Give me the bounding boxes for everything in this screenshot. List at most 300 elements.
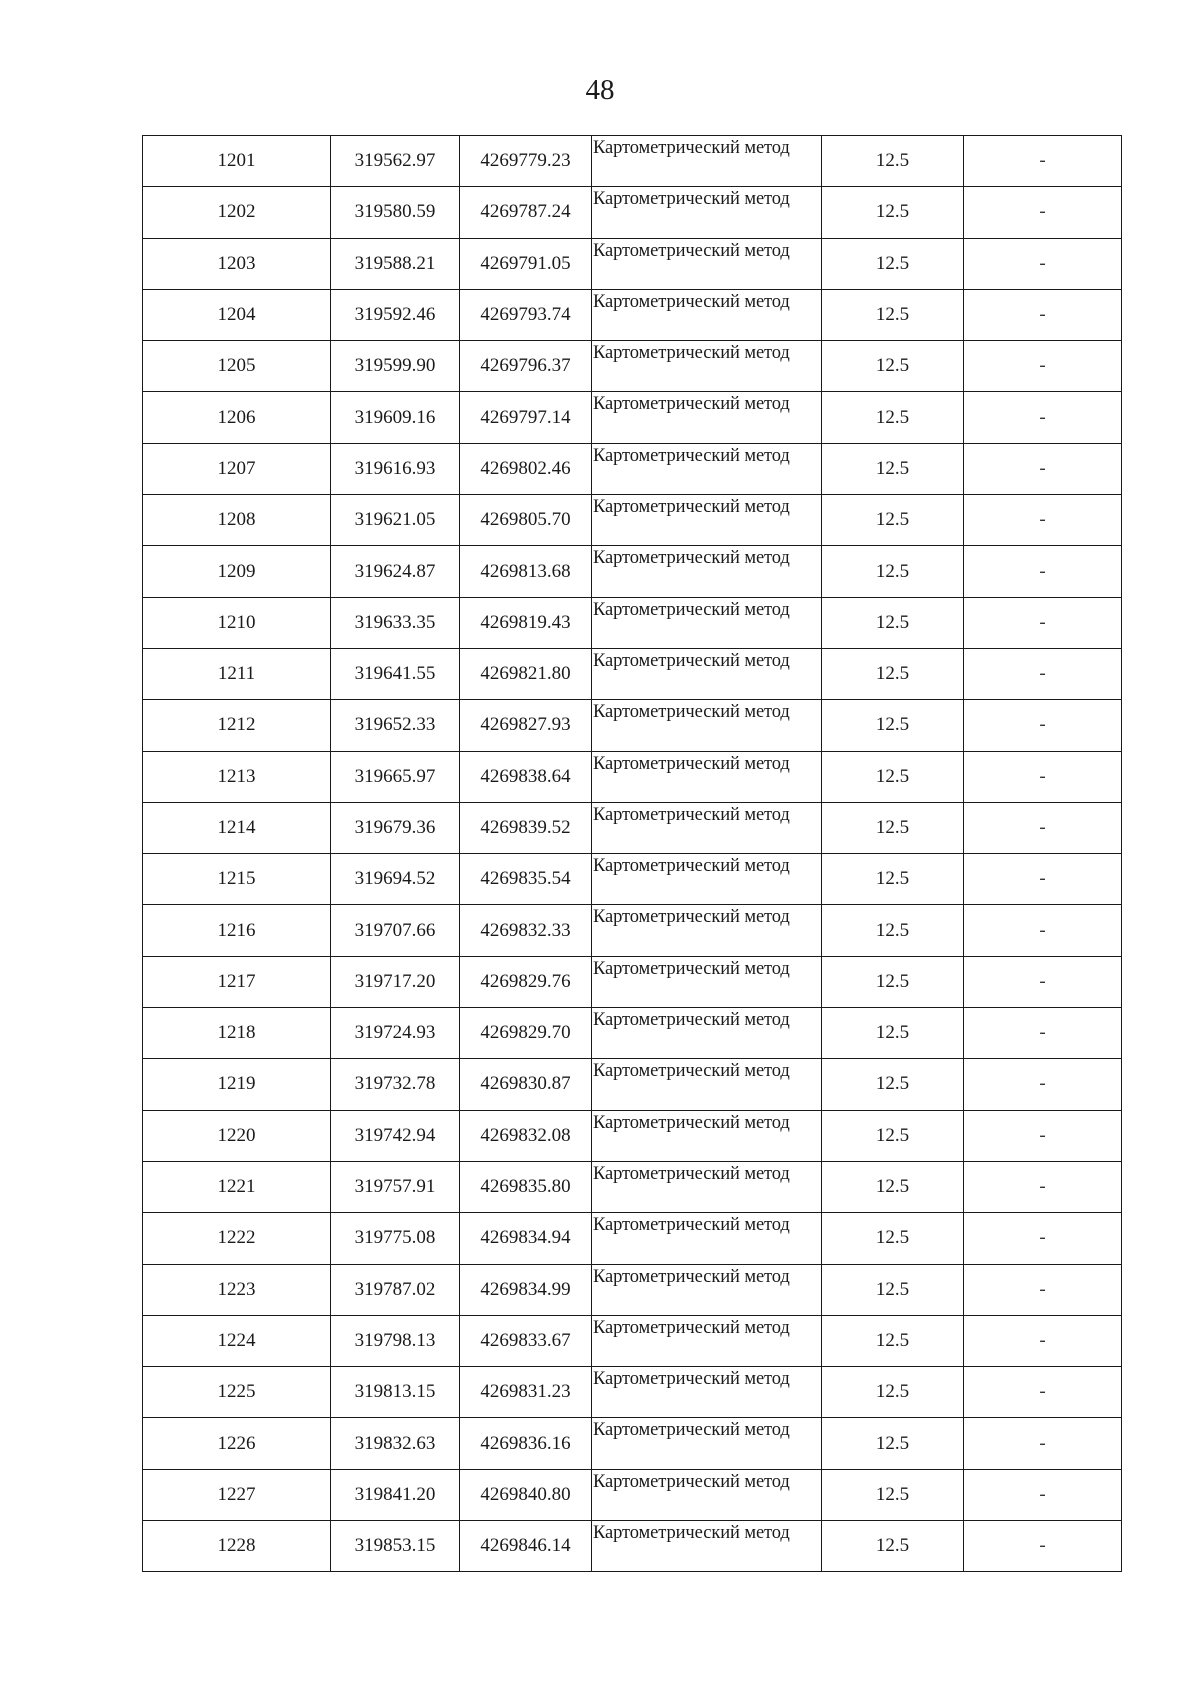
- note-text: -: [1039, 817, 1046, 838]
- point-number-text: 1220: [217, 1124, 256, 1146]
- y-coordinate-cell: [460, 136, 592, 187]
- method-cell: [592, 1367, 822, 1418]
- x-coordinate-text: 319616.93: [354, 457, 436, 479]
- table-row: [143, 956, 1122, 1007]
- method-text: Картометрический метод: [593, 1471, 790, 1492]
- method-cell: [592, 1213, 822, 1264]
- x-coordinate-text: 319813.15: [354, 1381, 436, 1403]
- y-coordinate-text: 4269813.68: [480, 560, 571, 582]
- accuracy-text: 12.5: [875, 1278, 910, 1300]
- note-text: -: [1039, 509, 1046, 531]
- x-coordinate-cell: [331, 136, 460, 187]
- note-text: -: [1039, 1381, 1046, 1403]
- y-coordinate-text: 4269829.70: [480, 1022, 571, 1044]
- note-text: -: [1039, 1022, 1046, 1044]
- y-coordinate-text: 4269833.67: [480, 1329, 571, 1351]
- point-number-cell: [143, 802, 331, 853]
- x-coordinate-cell: [331, 443, 460, 494]
- x-coordinate-text: 319633.35: [354, 611, 436, 633]
- accuracy-cell: [822, 700, 964, 751]
- table-row: [143, 1264, 1122, 1315]
- accuracy-text: 12.5: [875, 1381, 910, 1403]
- point-number-text: 1227: [217, 1483, 256, 1505]
- table-row: [143, 905, 1122, 956]
- x-coordinate-text: 319724.93: [354, 1022, 436, 1044]
- accuracy-cell: [822, 495, 964, 546]
- note-text: -: [1039, 355, 1046, 377]
- y-coordinate-cell: [460, 1418, 592, 1469]
- accuracy-cell: [822, 187, 964, 238]
- x-coordinate-cell: [331, 648, 460, 699]
- accuracy-cell: [822, 1264, 964, 1315]
- y-coordinate-text: 4269838.64: [480, 765, 571, 787]
- table-row: [143, 443, 1122, 494]
- accuracy-text: 12.5: [875, 1329, 910, 1351]
- point-number-cell: [143, 1110, 331, 1161]
- table-row: [143, 1213, 1122, 1264]
- x-coordinate-text: 319624.87: [354, 560, 436, 582]
- accuracy-text: 12.5: [875, 611, 910, 633]
- method-text: Картометрический метод: [593, 189, 790, 210]
- x-coordinate-text: 319841.20: [354, 1483, 436, 1505]
- note-cell: [964, 1110, 1122, 1161]
- accuracy-cell: [822, 1213, 964, 1264]
- x-coordinate-text: 319787.02: [354, 1278, 436, 1300]
- accuracy-text: 12.5: [875, 201, 910, 223]
- x-coordinate-cell: [331, 1367, 460, 1418]
- y-coordinate-text: 4269821.80: [480, 663, 571, 685]
- point-number-text: 1225: [217, 1381, 256, 1403]
- note-text: -: [1039, 919, 1046, 941]
- point-number-text: 1217: [217, 970, 256, 992]
- accuracy-cell: [822, 1315, 964, 1366]
- accuracy-text: 12.5: [875, 1227, 910, 1249]
- point-number-cell: [143, 546, 331, 597]
- point-number-text: 1218: [217, 1022, 256, 1044]
- method-text: Картометрический метод: [593, 1112, 790, 1133]
- table-row: [143, 1008, 1122, 1059]
- point-number-text: 1215: [217, 868, 256, 890]
- accuracy-cell: [822, 392, 964, 443]
- accuracy-text: 12.5: [875, 1432, 910, 1454]
- accuracy-cell: [822, 854, 964, 905]
- accuracy-text: 12.5: [875, 304, 910, 326]
- y-coordinate-cell: [460, 1469, 592, 1520]
- method-text: Картометрический метод: [593, 548, 790, 569]
- accuracy-cell: [822, 751, 964, 802]
- note-text: -: [1039, 1176, 1046, 1198]
- point-number-text: 1201: [217, 150, 256, 172]
- note-cell: [964, 1059, 1122, 1110]
- point-number-cell: [143, 956, 331, 1007]
- y-coordinate-text: 4269834.94: [480, 1227, 571, 1249]
- point-number-cell: [143, 1264, 331, 1315]
- table-row: [143, 546, 1122, 597]
- method-text: Картометрический метод: [593, 1266, 790, 1287]
- x-coordinate-cell: [331, 1059, 460, 1110]
- table-row: [143, 1521, 1122, 1572]
- point-number-cell: [143, 648, 331, 699]
- accuracy-cell: [822, 1521, 964, 1572]
- note-cell: [964, 1367, 1122, 1418]
- y-coordinate-cell: [460, 341, 592, 392]
- point-number-cell: [143, 187, 331, 238]
- x-coordinate-text: 319665.97: [354, 765, 436, 787]
- accuracy-cell: [822, 597, 964, 648]
- x-coordinate-cell: [331, 956, 460, 1007]
- method-cell: [592, 495, 822, 546]
- point-number-text: 1202: [217, 201, 256, 223]
- x-coordinate-cell: [331, 905, 460, 956]
- note-cell: [964, 443, 1122, 494]
- method-text: Картометрический метод: [593, 650, 790, 671]
- point-number-text: 1205: [217, 355, 256, 377]
- table-row: [143, 289, 1122, 340]
- method-cell: [592, 392, 822, 443]
- y-coordinate-text: 4269819.43: [480, 611, 571, 633]
- method-text: Картометрический метод: [593, 1010, 790, 1031]
- table-row: [143, 392, 1122, 443]
- table-row: [143, 1161, 1122, 1212]
- note-cell: [964, 956, 1122, 1007]
- y-coordinate-cell: [460, 854, 592, 905]
- accuracy-cell: [822, 802, 964, 853]
- note-text: -: [1039, 868, 1046, 890]
- method-cell: [592, 443, 822, 494]
- accuracy-text: 12.5: [875, 457, 910, 479]
- note-cell: [964, 495, 1122, 546]
- x-coordinate-cell: [331, 546, 460, 597]
- accuracy-cell: [822, 1008, 964, 1059]
- point-number-text: 1208: [217, 509, 256, 531]
- method-text: Картометрический метод: [593, 804, 790, 825]
- note-cell: [964, 700, 1122, 751]
- point-number-text: 1206: [217, 406, 256, 428]
- note-text: -: [1039, 457, 1046, 479]
- note-text: -: [1039, 970, 1046, 992]
- x-coordinate-cell: [331, 854, 460, 905]
- table-row: [143, 700, 1122, 751]
- accuracy-cell: [822, 905, 964, 956]
- point-number-cell: [143, 1213, 331, 1264]
- x-coordinate-cell: [331, 1264, 460, 1315]
- accuracy-cell: [822, 289, 964, 340]
- x-coordinate-cell: [331, 1418, 460, 1469]
- method-cell: [592, 546, 822, 597]
- accuracy-text: 12.5: [875, 509, 910, 531]
- point-number-cell: [143, 1367, 331, 1418]
- y-coordinate-cell: [460, 495, 592, 546]
- point-number-text: 1207: [217, 457, 256, 479]
- method-text: Картометрический метод: [593, 497, 790, 518]
- table-body: [143, 136, 1122, 1572]
- accuracy-cell: [822, 648, 964, 699]
- x-coordinate-cell: [331, 1161, 460, 1212]
- table-row: [143, 597, 1122, 648]
- point-number-cell: [143, 1008, 331, 1059]
- y-coordinate-cell: [460, 597, 592, 648]
- note-text: -: [1039, 611, 1046, 633]
- point-number-cell: [143, 341, 331, 392]
- page-number: 48: [585, 74, 615, 106]
- x-coordinate-cell: [331, 392, 460, 443]
- table-row: [143, 751, 1122, 802]
- point-number-text: 1221: [217, 1176, 256, 1198]
- y-coordinate-text: 4269846.14: [480, 1535, 571, 1557]
- method-cell: [592, 289, 822, 340]
- note-text: -: [1039, 201, 1046, 223]
- accuracy-text: 12.5: [875, 1022, 910, 1044]
- y-coordinate-cell: [460, 1264, 592, 1315]
- x-coordinate-text: 319707.66: [354, 919, 436, 941]
- note-text: -: [1039, 406, 1046, 428]
- method-text: Картометрический метод: [593, 138, 790, 158]
- note-text: -: [1039, 663, 1046, 685]
- y-coordinate-text: 4269793.74: [480, 304, 571, 326]
- note-cell: [964, 905, 1122, 956]
- point-number-cell: [143, 136, 331, 187]
- method-cell: [592, 1264, 822, 1315]
- table-row: [143, 187, 1122, 238]
- y-coordinate-cell: [460, 289, 592, 340]
- accuracy-cell: [822, 546, 964, 597]
- point-number-text: 1216: [217, 919, 256, 941]
- y-coordinate-cell: [460, 1161, 592, 1212]
- accuracy-text: 12.5: [875, 663, 910, 685]
- x-coordinate-text: 319621.05: [354, 509, 436, 531]
- y-coordinate-cell: [460, 546, 592, 597]
- y-coordinate-text: 4269832.33: [480, 919, 571, 941]
- method-cell: [592, 905, 822, 956]
- x-coordinate-text: 319694.52: [354, 868, 436, 890]
- y-coordinate-text: 4269829.76: [480, 970, 571, 992]
- x-coordinate-text: 319641.55: [354, 663, 436, 685]
- y-coordinate-text: 4269802.46: [480, 457, 571, 479]
- x-coordinate-cell: [331, 187, 460, 238]
- accuracy-cell: [822, 1418, 964, 1469]
- method-text: Картометрический метод: [593, 1369, 790, 1390]
- x-coordinate-text: 319588.21: [354, 252, 436, 274]
- accuracy-text: 12.5: [875, 817, 910, 838]
- table-row: [143, 238, 1122, 289]
- accuracy-cell: [822, 238, 964, 289]
- point-number-cell: [143, 1521, 331, 1572]
- accuracy-text: 12.5: [875, 1483, 910, 1505]
- method-cell: [592, 956, 822, 1007]
- method-cell: [592, 187, 822, 238]
- y-coordinate-cell: [460, 956, 592, 1007]
- table-row: [143, 341, 1122, 392]
- method-text: Картометрический метод: [593, 1420, 790, 1441]
- y-coordinate-cell: [460, 392, 592, 443]
- note-text: -: [1039, 765, 1046, 787]
- y-coordinate-text: 4269839.52: [480, 817, 571, 838]
- y-coordinate-cell: [460, 443, 592, 494]
- note-cell: [964, 238, 1122, 289]
- y-coordinate-cell: [460, 1521, 592, 1572]
- x-coordinate-cell: [331, 495, 460, 546]
- x-coordinate-cell: [331, 341, 460, 392]
- note-text: -: [1039, 252, 1046, 274]
- y-coordinate-text: 4269834.99: [480, 1278, 571, 1300]
- point-number-cell: [143, 1315, 331, 1366]
- method-text: Картометрический метод: [593, 702, 790, 723]
- method-text: Картометрический метод: [593, 599, 790, 620]
- note-cell: [964, 1264, 1122, 1315]
- method-cell: [592, 1418, 822, 1469]
- y-coordinate-text: 4269787.24: [480, 201, 571, 223]
- table-row: [143, 1469, 1122, 1520]
- y-coordinate-cell: [460, 648, 592, 699]
- x-coordinate-cell: [331, 1110, 460, 1161]
- table-row: [143, 1110, 1122, 1161]
- accuracy-cell: [822, 956, 964, 1007]
- accuracy-text: 12.5: [875, 355, 910, 377]
- y-coordinate-cell: [460, 1008, 592, 1059]
- accuracy-cell: [822, 443, 964, 494]
- method-text: Картометрический метод: [593, 753, 790, 774]
- method-cell: [592, 1469, 822, 1520]
- x-coordinate-text: 319742.94: [354, 1124, 436, 1146]
- x-coordinate-text: 319580.59: [354, 201, 436, 223]
- y-coordinate-text: 4269779.23: [480, 150, 571, 172]
- method-text: Картометрический метод: [593, 1163, 790, 1184]
- y-coordinate-text: 4269832.08: [480, 1124, 571, 1146]
- point-number-cell: [143, 597, 331, 648]
- note-cell: [964, 1469, 1122, 1520]
- note-cell: [964, 546, 1122, 597]
- point-number-text: 1209: [217, 560, 256, 582]
- note-cell: [964, 1213, 1122, 1264]
- accuracy-cell: [822, 1110, 964, 1161]
- note-cell: [964, 341, 1122, 392]
- accuracy-text: 12.5: [875, 868, 910, 890]
- point-number-text: 1214: [217, 817, 256, 838]
- table-row: [143, 1418, 1122, 1469]
- method-cell: [592, 341, 822, 392]
- point-number-text: 1223: [217, 1278, 256, 1300]
- y-coordinate-cell: [460, 700, 592, 751]
- point-number-text: 1203: [217, 252, 256, 274]
- table-row: [143, 1367, 1122, 1418]
- point-number-text: 1219: [217, 1073, 256, 1095]
- point-number-text: 1222: [217, 1227, 256, 1249]
- note-cell: [964, 187, 1122, 238]
- y-coordinate-cell: [460, 1059, 592, 1110]
- method-cell: [592, 597, 822, 648]
- point-number-text: 1212: [217, 714, 256, 736]
- table-row: [143, 854, 1122, 905]
- note-text: -: [1039, 1073, 1046, 1095]
- note-cell: [964, 1315, 1122, 1366]
- x-coordinate-cell: [331, 289, 460, 340]
- note-cell: [964, 1008, 1122, 1059]
- method-cell: [592, 854, 822, 905]
- method-text: Картометрический метод: [593, 1523, 790, 1544]
- note-text: -: [1039, 560, 1046, 582]
- note-text: -: [1039, 1432, 1046, 1454]
- accuracy-text: 12.5: [875, 714, 910, 736]
- method-cell: [592, 238, 822, 289]
- y-coordinate-cell: [460, 238, 592, 289]
- method-cell: [592, 136, 822, 187]
- y-coordinate-cell: [460, 751, 592, 802]
- x-coordinate-text: 319775.08: [354, 1227, 436, 1249]
- x-coordinate-text: 319717.20: [354, 970, 436, 992]
- note-cell: [964, 289, 1122, 340]
- note-text: -: [1039, 714, 1046, 736]
- accuracy-cell: [822, 1059, 964, 1110]
- note-cell: [964, 392, 1122, 443]
- y-coordinate-text: 4269791.05: [480, 252, 571, 274]
- accuracy-text: 12.5: [875, 765, 910, 787]
- accuracy-cell: [822, 1469, 964, 1520]
- note-text: -: [1039, 1124, 1046, 1146]
- table-row: [143, 1315, 1122, 1366]
- coordinates-table: [142, 135, 1122, 1572]
- point-number-cell: [143, 700, 331, 751]
- method-text: Картометрический метод: [593, 907, 790, 928]
- point-number-cell: [143, 443, 331, 494]
- method-cell: [592, 1315, 822, 1366]
- table-row: [143, 802, 1122, 853]
- accuracy-text: 12.5: [875, 919, 910, 941]
- note-text: -: [1039, 1535, 1046, 1557]
- table-row: [143, 495, 1122, 546]
- method-text: Картометрический метод: [593, 1215, 790, 1236]
- note-cell: [964, 597, 1122, 648]
- point-number-cell: [143, 751, 331, 802]
- y-coordinate-cell: [460, 905, 592, 956]
- note-text: -: [1039, 1483, 1046, 1505]
- point-number-cell: [143, 392, 331, 443]
- x-coordinate-text: 319599.90: [354, 355, 436, 377]
- table-row: [143, 1059, 1122, 1110]
- x-coordinate-cell: [331, 751, 460, 802]
- x-coordinate-text: 319798.13: [354, 1329, 436, 1351]
- note-cell: [964, 1161, 1122, 1212]
- accuracy-text: 12.5: [875, 150, 910, 172]
- note-text: -: [1039, 1227, 1046, 1249]
- point-number-text: 1224: [217, 1329, 256, 1351]
- method-text: Картометрический метод: [593, 343, 790, 364]
- y-coordinate-text: 4269836.16: [480, 1432, 571, 1454]
- note-cell: [964, 136, 1122, 187]
- point-number-cell: [143, 1469, 331, 1520]
- accuracy-text: 12.5: [875, 1124, 910, 1146]
- y-coordinate-cell: [460, 1367, 592, 1418]
- method-cell: [592, 1110, 822, 1161]
- point-number-text: 1211: [217, 663, 256, 685]
- accuracy-text: 12.5: [875, 252, 910, 274]
- accuracy-cell: [822, 1161, 964, 1212]
- point-number-cell: [143, 905, 331, 956]
- y-coordinate-cell: [460, 1213, 592, 1264]
- y-coordinate-cell: [460, 187, 592, 238]
- point-number-text: 1213: [217, 765, 256, 787]
- method-cell: [592, 648, 822, 699]
- method-text: Картометрический метод: [593, 240, 790, 261]
- point-number-cell: [143, 495, 331, 546]
- x-coordinate-text: 319679.36: [354, 817, 436, 838]
- point-number-cell: [143, 238, 331, 289]
- y-coordinate-text: 4269796.37: [480, 355, 571, 377]
- x-coordinate-text: 319757.91: [354, 1176, 436, 1198]
- method-text: Картометрический метод: [593, 394, 790, 415]
- x-coordinate-cell: [331, 238, 460, 289]
- method-cell: [592, 700, 822, 751]
- note-cell: [964, 802, 1122, 853]
